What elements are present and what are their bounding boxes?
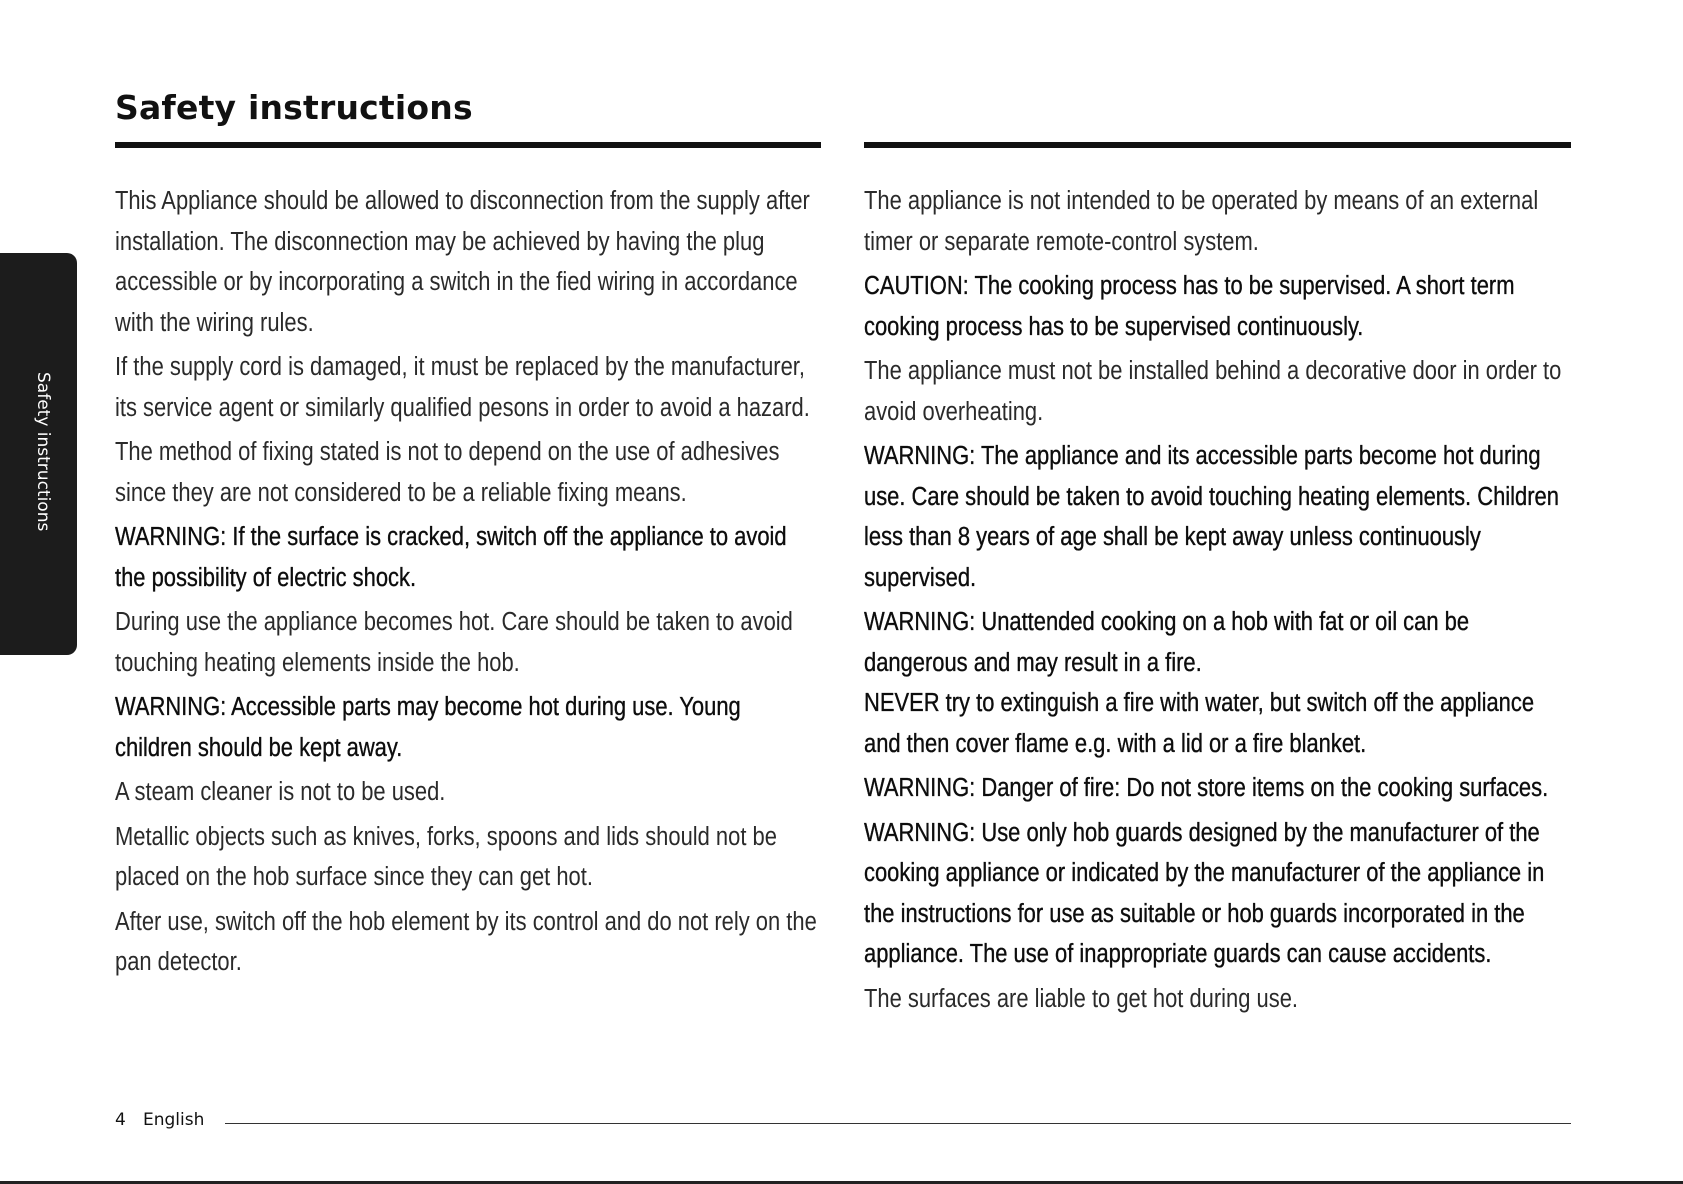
- warning-paragraph: WARNING: Accessible parts may become hot during use. Young children should be kept away.: [115, 693, 741, 762]
- warning-paragraph: WARNING: Danger of fire: Do not store items on the cooking surfaces.: [864, 774, 1549, 802]
- warning-paragraph: WARNING: If the surface is cracked, switch off the appliance to avoid the possibility of electric shock.: [115, 523, 787, 592]
- right-column: [864, 181, 1578, 1023]
- instruction-paragraph: Metallic objects such as knives, forks, spoons and lids should not be placed on the hob surface since they can get hot.: [115, 822, 777, 891]
- side-tab-label: Safety instructions: [33, 372, 53, 532]
- title-rule-right: [864, 142, 1571, 148]
- instruction-paragraph: The appliance must not be installed behind a decorative door in order to avoid overheating.: [864, 357, 1562, 426]
- title-rule-left: [115, 142, 821, 148]
- instruction-paragraph: During use the appliance becomes hot. Care should be taken to avoid touching heating elements inside the hob.: [115, 608, 793, 677]
- instruction-paragraph: The surfaces are liable to get hot during use.: [864, 984, 1298, 1013]
- instruction-paragraph: After use, switch off the hob element by its control and do not rely on the pan detector.: [115, 907, 817, 976]
- instruction-paragraph: This Appliance should be allowed to disconnection from the supply after installation. The disconnection may be achieved by having the plug accessible or by incorporating a switch in the fied wiring in accordance with the wiring rules.: [115, 187, 810, 337]
- footer-language: English: [143, 1110, 205, 1130]
- left-column: [115, 181, 829, 987]
- instruction-paragraph: The method of fixing stated is not to depend on the use of adhesives since they are not considered to be a reliable fixing means.: [115, 438, 780, 507]
- page-title: Safety instructions: [115, 88, 473, 127]
- instruction-paragraph: If the supply cord is damaged, it must be replaced by the manufacturer, its service agent or similarly qualified pesons in order to avoid a hazard.: [115, 353, 810, 422]
- footer-rule: [225, 1123, 1571, 1124]
- warning-paragraph: NEVER try to extinguish a fire with water, but switch off the appliance and then cover flame e.g. with a lid or a fire blanket.: [864, 689, 1535, 758]
- footer-page-number: 4: [115, 1110, 126, 1130]
- caution-paragraph: CAUTION: The cooking process has to be supervised. A short term cooking process has to be supervised continuously.: [864, 272, 1515, 341]
- warning-paragraph: WARNING: The appliance and its accessible parts become hot during use. Care should be taken to avoid touching heating elements. Children less than 8 years of age shall be kept away unless continuously supervised.: [864, 442, 1559, 592]
- warning-paragraph: WARNING: Use only hob guards designed by the manufacturer of the cooking appliance or indicated by the manufacturer of the appliance in the instructions for use as suitable or hob guards incorporated in the appliance. The use of inappropriate guards can cause accidents.: [864, 818, 1545, 968]
- instruction-paragraph: A steam cleaner is not to be used.: [115, 778, 446, 806]
- warning-paragraph: WARNING: Unattended cooking on a hob with fat or oil can be dangerous and may result in a fire.: [864, 608, 1470, 677]
- instruction-paragraph: The appliance is not intended to be operated by means of an external timer or separate remote-control system.: [864, 187, 1539, 256]
